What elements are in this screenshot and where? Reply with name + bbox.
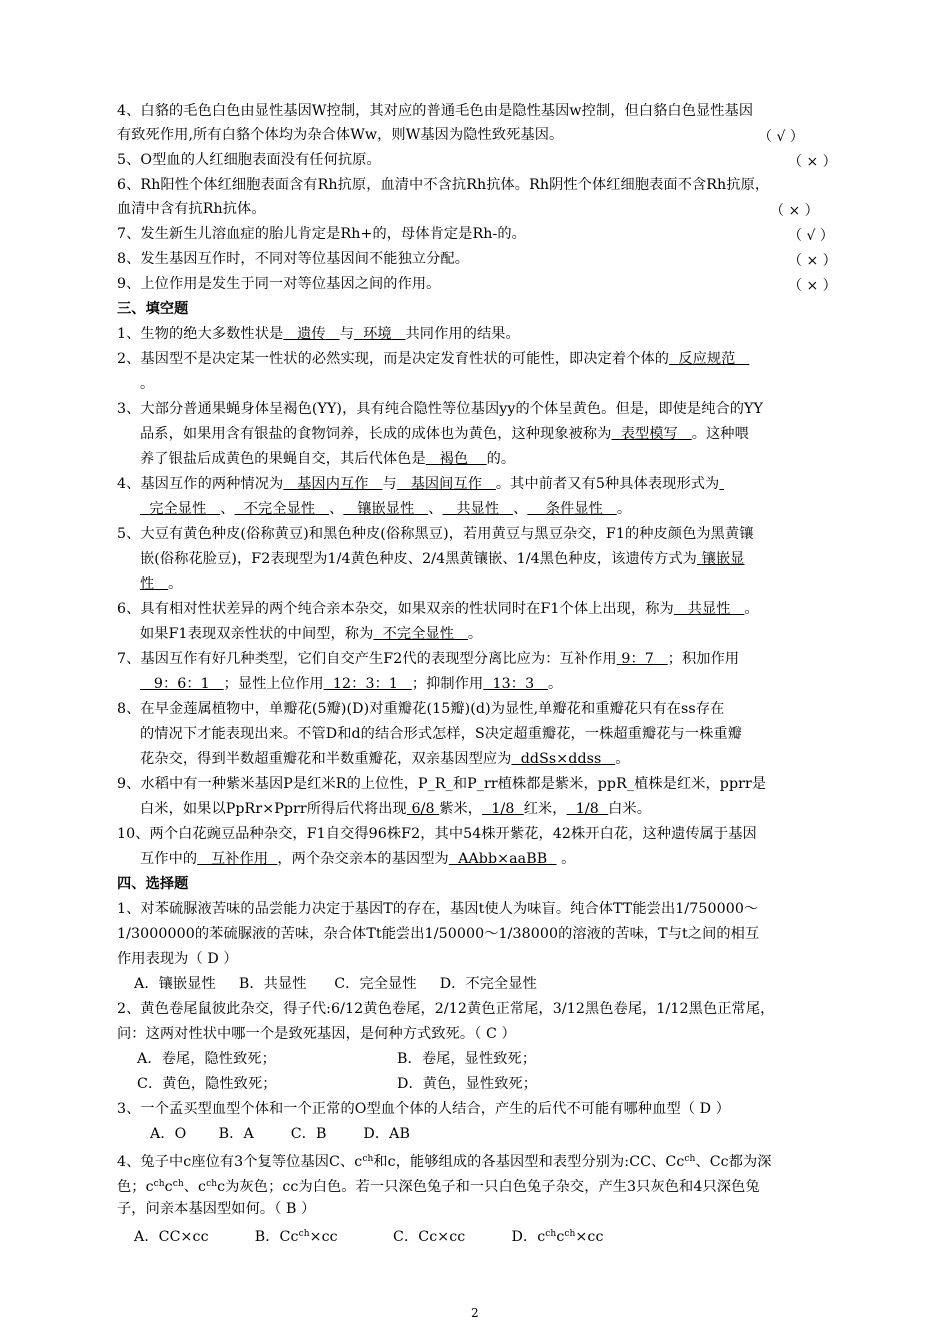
fill-q1: 1、生物的绝大多数性状是 遗传 与 环境 共同作用的结果。 (117, 326, 520, 342)
mc-q3-options (150, 1122, 410, 1146)
mc-q4-line3: 子，问亲本基因型如何。（ B ） (117, 1201, 316, 1217)
mc-q4-options (134, 1222, 604, 1249)
option-d: D．$c^{ch}c^{ch}\times cc$ (511, 1229, 604, 1245)
mc-q2-line2: 问：这两对性状中哪一个是致死基因，是何种方式致死。（ C ） (117, 1026, 516, 1042)
fill-q3-line2: 品系，如果用含有银盐的食物饲养，长成的成体也为黄色，这种现象被称为 表型模写 。这种喂 (140, 426, 749, 442)
mc-q2-option-a: A．卷尾，隐性致死； (137, 1051, 276, 1067)
tf-item-8: 8、发生基因互作时，不同对等位基因间不能独立分配。 (117, 251, 470, 267)
tf-item-9: 9、上位作用是发生于同一对等位基因之间的作用。 (117, 276, 441, 292)
mc-q4-line2: 色；$c^{ch}c^{ch}$、$c^{ch}c$为灰色；cc为白色。若一只深色兔子和一只白色兔子杂交，产生3只灰色和4只深色兔 (117, 1179, 760, 1195)
option-c: C．完全显性 (334, 976, 417, 992)
tf-item-6-line1: 6、Rh阳性个体红细胞表面含有Rh抗原，血清中不含抗Rh抗体。Rh阴性个体红细胞表面不含Rh抗原， (117, 177, 770, 193)
option-b: B．共显性 (238, 976, 307, 992)
fill-q8-line3: 花杂交，得到半数超重瓣花和半数重瓣花，双亲基因型应为 ddSs×ddss 。 (140, 751, 630, 767)
mc-q2-option-b: B．卷尾，显性致死； (397, 1051, 537, 1067)
fill-q3-line1: 3、大部分普通果蝇身体呈褐色(YY)，具有纯合隐性等位基因yy的个体呈黄色。但是，即使是纯合的YY (117, 401, 763, 417)
fill-q10-line1: 10、两个白花豌豆品种杂交，F1自交得96株F2，其中54株开紫花，42株开白花，这种遗传属于基因 (117, 826, 757, 842)
tf-item-6-line2: 血清中含有抗Rh抗体。 (117, 201, 266, 217)
tf-item-4-line1: 4、白貉的毛色白色由显性基因W控制，其对应的普通毛色由是隐性基因w控制，但白貉白色显性基因 (117, 103, 754, 119)
fill-q8-line1: 8、在早金莲属植物中，单瓣花(5瓣)(D)对重瓣花(15瓣)(d)为显性,单瓣花和重瓣花只有在ss存在 (117, 701, 725, 717)
option-b: B．$Cc^{ch}\times cc$ (254, 1229, 338, 1245)
fill-q6-line1: 6、具有相对性状差异的两个纯合亲本杂交，如果双亲的性状同时在F1个体上出现，称为 共显性 。 (117, 601, 759, 617)
fill-q2-line1: 2、基因型不是决定某一性状的必然实现，而是决定发育性状的可能性，即决定着个体的 反应规范 (117, 351, 736, 367)
mc-q1-options (134, 972, 537, 996)
fill-q4-line2: 完全显性 、 不完全显性 、 镶嵌显性 、 共显性 、 条件显性 。 (149, 501, 632, 517)
fill-q9-line1: 9、水稻中有一种紫米基因P是红米R的上位性，P_R_和P_rr植株都是紫米，ppR_植株是红米，pprr是 (117, 776, 767, 792)
fill-q6-line2: 如果F1表现双亲性状的中间型，称为 不完全显性 。 (140, 626, 483, 642)
fill-q7-line1: 7、基因互作有好几种类型，它们自交产生F2代的表现型分离比应为：互补作用 9：7 ；积加作用 (117, 651, 740, 667)
option-a: A．CC×cc (134, 1229, 209, 1245)
tf-answer-9: （ × ） (788, 278, 837, 294)
tf-answer-8: （ × ） (788, 253, 837, 269)
tf-item-4-line2: 有致死作用,所有白貉个体均为杂合体Ww，则W基因为隐性致死基因。 (117, 127, 564, 143)
mc-q1-line1: 1、对苯硫脲液苦味的品尝能力决定于基因T的存在，基因t使人为味盲。纯合体TT能尝出1/750000～ (117, 901, 759, 917)
fill-q9-line2: 白米，如果以PpRr×Pprr所得后代将出现 6/8 紫米， 1/8 红米， 1/8 白米。 (140, 801, 652, 817)
tf-answer-4: （ √ ） (758, 129, 804, 145)
option-d: D．不完全显性 (439, 976, 537, 992)
fill-q5-line3: 性 。 (140, 576, 183, 592)
option-a: A．O (150, 1126, 187, 1142)
tf-answer-6: （ × ） (770, 203, 819, 219)
mc-q1-line2: 1/3000000的苯硫脲液的苦味，杂合体Tt能尝出1/50000～1/38000的溶液的苦味，T与t之间的相互 (117, 926, 760, 942)
fill-q3-line3: 养了银盐后成黄色的果蝇自交，其后代体色是 褐色 的。 (140, 451, 516, 467)
fill-q4-line1: 4、基因互作的两种情况为 基因内互作 与 基因间互作 。其中前者又有5种具体表现形式为 (117, 476, 720, 492)
option-b: B．A (218, 1126, 254, 1142)
section-heading-fill-blank: 三、填空题 (117, 301, 189, 317)
page-number: 2 (471, 1306, 479, 1320)
mc-q3-line1: 3、一个孟买型血型个体和一个正常的O型血个体的人结合，产生的后代不可能有哪种血型（ D ） (117, 1101, 731, 1117)
section-heading-multiple-choice: 四、选择题 (117, 876, 189, 892)
option-c: C．B (290, 1126, 327, 1142)
mc-q2-line1: 2、黄色卷尾鼠彼此杂交，得子代:6/12黄色卷尾，2/12黄色正常尾，3/12黑色卷尾，1/12黑色正常尾， (117, 1001, 775, 1017)
option-c: C．Cc×cc (393, 1229, 466, 1245)
tf-answer-5: （ × ） (788, 154, 837, 170)
option-a: A．镶嵌显性 (134, 976, 216, 992)
option-d: D．AB (363, 1126, 411, 1142)
fill-q5-line2: 嵌(俗称花脸豆)，F2表现型为1/4黄色种皮、2/4黑黄镶嵌、1/4黑色种皮，该遗传方式为 镶嵌显 (140, 551, 745, 567)
mc-q1-line3: 作用表现为（ D ） (117, 951, 238, 967)
tf-item-7: 7、发生新生儿溶血症的胎儿肯定是Rh+的，母体肯定是Rh-的。 (117, 226, 526, 242)
mc-q2-option-c: C．黄色，隐性致死； (137, 1076, 277, 1092)
mc-q4-line1: 4、兔子中c座位有3个复等位基因C、$c^{ch}$和c，能够组成的各基因型和表型分别为:CC、$Cc^{ch}$、Cc都为深 (117, 1154, 772, 1170)
fill-q7-line2: 9：6：1 ；显性上位作用 12：3：1 ；抑制作用 13：3 。 (153, 676, 563, 692)
fill-q10-line2: 互作中的 互补作用 ，两个杂交亲本的基因型为 AAbb×aaBB 。 (140, 851, 576, 867)
tf-item-5: 5、O型血的人红细胞表面没有任何抗原。 (117, 152, 381, 168)
fill-q2-line2: 。 (140, 376, 155, 392)
tf-answer-7: （ √ ） (788, 228, 834, 244)
fill-q8-line2: 的情况下才能表现出来。不管D和d的结合形式怎样，S决定超重瓣花，一株超重瓣花与一株重瓣 (140, 726, 742, 742)
fill-q5-line1: 5、大豆有黄色种皮(俗称黄豆)和黑色种皮(俗称黑豆)，若用黄豆与黑豆杂交，F1的种皮颜色为黑黄镶 (117, 526, 754, 542)
mc-q2-option-d: D．黄色，显性致死； (397, 1076, 538, 1092)
